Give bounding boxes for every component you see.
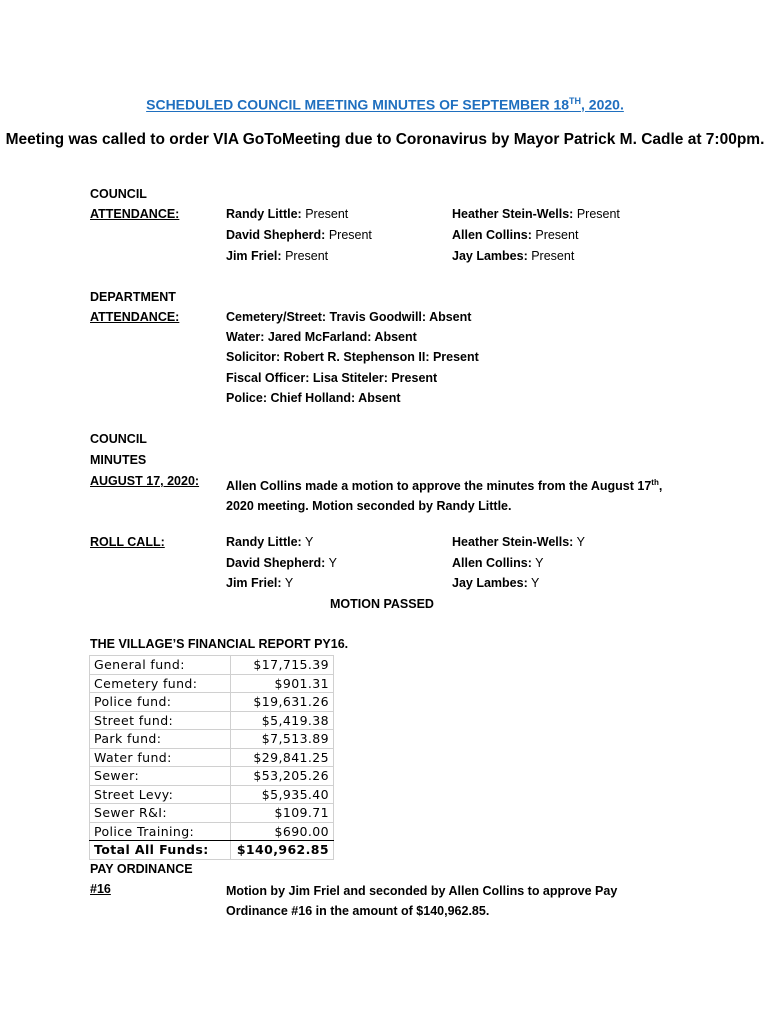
fund-name: General fund:: [90, 656, 231, 675]
roll-call-entry: Allen Collins: Y: [452, 556, 544, 570]
fund-name: Police fund:: [90, 693, 231, 712]
table-row: [90, 748, 334, 767]
roll-call-entry: Randy Little: Y: [226, 535, 314, 549]
total-amount: $140,962.85: [231, 841, 334, 860]
council-minutes-label-line2: MINUTES: [90, 453, 147, 467]
fund-amount: $109.71: [231, 804, 334, 823]
fund-name: Water fund:: [90, 748, 231, 767]
fund-amount: $7,513.89: [231, 730, 334, 749]
pay-ordinance-motion: Motion by Jim Friel and seconded by Allen Collins to approve Pay Ordinance #16 in the amount of $140,962.85.: [226, 884, 618, 918]
roll-call-label: ROLL CALL:: [90, 535, 165, 549]
table-row: [90, 767, 334, 786]
council-attendance-label-line2: ATTENDANCE:: [90, 207, 180, 221]
fund-name: Street fund:: [90, 711, 231, 730]
fund-name: Sewer:: [90, 767, 231, 786]
department-attendance-label-line1: DEPARTMENT: [90, 290, 176, 304]
fund-amount: $5,935.40: [231, 785, 334, 804]
pay-ordinance-label-line1: PAY ORDINANCE: [90, 862, 193, 876]
fund-name: Police Training:: [90, 822, 231, 841]
roll-call-entry: Jay Lambes: Y: [452, 576, 540, 590]
table-row: [90, 822, 334, 841]
fund-amount: $29,841.25: [231, 748, 334, 767]
total-label: Total All Funds:: [90, 841, 231, 860]
fund-name: Sewer R&I:: [90, 804, 231, 823]
department-entry: Police: Chief Holland: Absent: [226, 391, 401, 405]
roll-call-entry: David Shepherd: Y: [226, 556, 337, 570]
attendance-entry: Jay Lambes: Present: [452, 249, 575, 263]
financial-report-title: THE VILLAGE’S FINANCIAL REPORT PY16.: [90, 637, 349, 651]
council-minutes-label-line1: COUNCIL: [90, 432, 147, 446]
motion-result: MOTION PASSED: [330, 597, 434, 611]
council-attendance-label-line1: COUNCIL: [90, 187, 147, 201]
council-minutes-motion: Allen Collins made a motion to approve the minutes from the August 17th, 2020 meeting. Motion seconded by Randy Little.: [226, 478, 663, 514]
table-total-row: [90, 841, 334, 860]
fund-name: Park fund:: [90, 730, 231, 749]
table-row: [90, 693, 334, 712]
fund-name: Cemetery fund:: [90, 674, 231, 693]
table-row: [90, 711, 334, 730]
fund-amount: $53,205.26: [231, 767, 334, 786]
table-row: [90, 656, 334, 675]
page-title: SCHEDULED COUNCIL MEETING MINUTES OF SEPTEMBER 18TH, 2020.: [146, 96, 624, 113]
attendance-entry: Allen Collins: Present: [452, 228, 579, 242]
department-entry: Water: Jared McFarland: Absent: [226, 330, 417, 344]
roll-call-entry: Heather Stein-Wells: Y: [452, 535, 585, 549]
department-entry: Fiscal Officer: Lisa Stiteler: Present: [226, 371, 438, 385]
table-row: [90, 785, 334, 804]
pay-ordinance-label-line2: #16: [90, 882, 111, 896]
meeting-call-to-order: Meeting was called to order VIA GoToMeeting due to Coronavirus by Mayor Patrick M. Cadle at 7:00pm.: [5, 131, 765, 148]
fund-amount: $17,715.39: [231, 656, 334, 675]
roll-call-entry: Jim Friel: Y: [226, 576, 294, 590]
department-entry: Cemetery/Street: Travis Goodwill: Absent: [226, 310, 472, 324]
attendance-entry: David Shepherd: Present: [226, 228, 372, 242]
fund-amount: $901.31: [231, 674, 334, 693]
council-minutes-label-line3: AUGUST 17, 2020:: [90, 474, 200, 488]
attendance-entry: Heather Stein-Wells: Present: [452, 207, 620, 221]
table-row: [90, 804, 334, 823]
department-attendance-label-line2: ATTENDANCE:: [90, 310, 180, 324]
fund-amount: $19,631.26: [231, 693, 334, 712]
financial-report-table: [89, 655, 334, 860]
fund-name: Street Levy:: [90, 785, 231, 804]
table-row: [90, 730, 334, 749]
attendance-entry: Randy Little: Present: [226, 207, 349, 221]
department-entry: Solicitor: Robert R. Stephenson II: Present: [226, 350, 479, 364]
attendance-entry: Jim Friel: Present: [226, 249, 329, 263]
fund-amount: $690.00: [231, 822, 334, 841]
table-row: [90, 674, 334, 693]
fund-amount: $5,419.38: [231, 711, 334, 730]
